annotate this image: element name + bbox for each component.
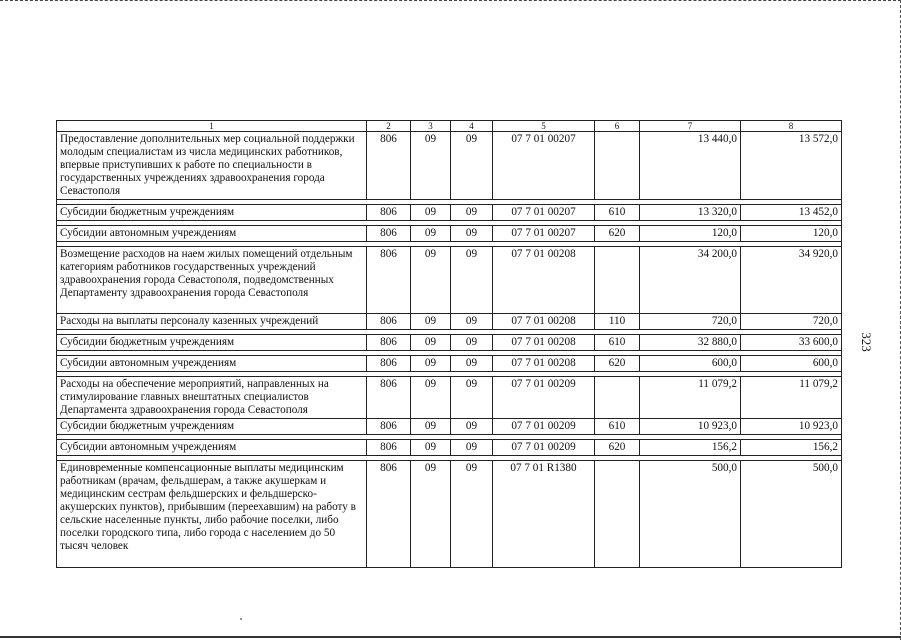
cell-subsection: 09 xyxy=(451,132,493,200)
row-name: Возмещение расходов на наем жилых помещений отдельным категориям работников государственных учреждений здравоохранения города Севастополя, подведомственных Департаменту здравоохранения города Севастополя xyxy=(57,247,367,314)
column-header: 4 xyxy=(451,121,493,132)
cell-expense-type: 610 xyxy=(595,419,640,435)
cell-section: 09 xyxy=(411,226,451,242)
cell-target-article: 07 7 01 R1380 xyxy=(493,461,595,568)
cell-subsection: 09 xyxy=(451,356,493,372)
cell-expense-type: 620 xyxy=(595,226,640,242)
cell-target-article: 07 7 01 00209 xyxy=(493,419,595,435)
cell-ministry: 806 xyxy=(367,440,411,456)
cell-ministry: 806 xyxy=(367,314,411,330)
cell-section: 09 xyxy=(411,440,451,456)
cell-amount-1: 11 079,2 xyxy=(640,377,741,419)
cell-subsection: 09 xyxy=(451,205,493,221)
cell-amount-1: 32 880,0 xyxy=(640,335,741,351)
table-row xyxy=(57,377,842,419)
cell-amount-2: 120,0 xyxy=(741,226,842,242)
row-name: Субсидии бюджетным учреждениям xyxy=(57,205,367,221)
cell-target-article: 07 7 01 00209 xyxy=(493,440,595,456)
cell-amount-1: 600,0 xyxy=(640,356,741,372)
row-name: Субсидии бюджетным учреждениям xyxy=(57,335,367,351)
cell-subsection: 09 xyxy=(451,226,493,242)
cell-target-article: 07 7 01 00208 xyxy=(493,247,595,314)
cell-amount-2: 13 452,0 xyxy=(741,205,842,221)
row-name: Субсидии автономным учреждениям xyxy=(57,356,367,372)
cell-amount-1: 500,0 xyxy=(640,461,741,568)
table-row xyxy=(57,461,842,568)
page-top-border xyxy=(0,0,901,1)
cell-expense-type: 620 xyxy=(595,356,640,372)
cell-amount-1: 13 320,0 xyxy=(640,205,741,221)
cell-amount-2: 33 600,0 xyxy=(741,335,842,351)
table-row xyxy=(57,356,842,372)
row-name: Субсидии автономным учреждениям xyxy=(57,226,367,242)
cell-amount-2: 500,0 xyxy=(741,461,842,568)
cell-amount-2: 600,0 xyxy=(741,356,842,372)
column-header: 7 xyxy=(640,121,741,132)
cell-section: 09 xyxy=(411,132,451,200)
cell-subsection: 09 xyxy=(451,440,493,456)
cell-target-article: 07 7 01 00209 xyxy=(493,377,595,419)
cell-ministry: 806 xyxy=(367,356,411,372)
cell-section: 09 xyxy=(411,205,451,221)
table-row xyxy=(57,205,842,221)
table-row xyxy=(57,335,842,351)
cell-amount-2: 156,2 xyxy=(741,440,842,456)
cell-subsection: 09 xyxy=(451,377,493,419)
cell-ministry: 806 xyxy=(367,247,411,314)
table-row xyxy=(57,226,842,242)
cell-amount-1: 120,0 xyxy=(640,226,741,242)
cell-subsection: 09 xyxy=(451,461,493,568)
cell-section: 09 xyxy=(411,314,451,330)
cell-expense-type: 620 xyxy=(595,440,640,456)
cell-section: 09 xyxy=(411,247,451,314)
cell-expense-type: 610 xyxy=(595,335,640,351)
cell-ministry: 806 xyxy=(367,377,411,419)
table-row xyxy=(57,314,842,330)
cell-ministry: 806 xyxy=(367,461,411,568)
row-name: Субсидии автономным учреждениям xyxy=(57,440,367,456)
row-name: Предоставление дополнительных мер социальной поддержки молодым специалистам из числа медицинских работников, впервые приступивших к работе по специальности в государственных учреждениях здравоохранения города Севастополя xyxy=(57,132,367,200)
cell-target-article: 07 7 01 00208 xyxy=(493,314,595,330)
scan-speck xyxy=(240,618,242,620)
cell-subsection: 09 xyxy=(451,335,493,351)
cell-amount-2: 13 572,0 xyxy=(741,132,842,200)
cell-expense-type xyxy=(595,247,640,314)
cell-amount-2: 34 920,0 xyxy=(741,247,842,314)
cell-amount-1: 34 200,0 xyxy=(640,247,741,314)
cell-ministry: 806 xyxy=(367,226,411,242)
row-name: Единовременные компенсационные выплаты медицинским работникам (врачам, фельдшерам, а также акушеркам и медицинским сестрам фельдшерских и фельдшерско-акушерских пунктов), прибывшим (переехавшим) на работу в сельские населенные пункты, либо рабочие поселки, либо поселки городского типа, либо города с населением до 50 тысяч человек xyxy=(57,461,367,568)
cell-subsection: 09 xyxy=(451,419,493,435)
cell-ministry: 806 xyxy=(367,419,411,435)
cell-expense-type xyxy=(595,377,640,419)
cell-subsection: 09 xyxy=(451,247,493,314)
cell-ministry: 806 xyxy=(367,205,411,221)
cell-subsection: 09 xyxy=(451,314,493,330)
cell-section: 09 xyxy=(411,356,451,372)
cell-section: 09 xyxy=(411,461,451,568)
cell-ministry: 806 xyxy=(367,335,411,351)
cell-section: 09 xyxy=(411,335,451,351)
table-row xyxy=(57,419,842,435)
cell-target-article: 07 7 01 00207 xyxy=(493,205,595,221)
cell-target-article: 07 7 01 00208 xyxy=(493,356,595,372)
cell-amount-1: 13 440,0 xyxy=(640,132,741,200)
table-header-row xyxy=(57,121,842,132)
cell-amount-1: 10 923,0 xyxy=(640,419,741,435)
cell-amount-1: 156,2 xyxy=(640,440,741,456)
page-number: 323 xyxy=(859,332,874,352)
cell-ministry: 806 xyxy=(367,132,411,200)
cell-target-article: 07 7 01 00207 xyxy=(493,132,595,200)
cell-expense-type: 110 xyxy=(595,314,640,330)
page-bottom-border xyxy=(0,636,901,638)
table-row xyxy=(57,247,842,314)
row-name: Расходы на выплаты персоналу казенных учреждений xyxy=(57,314,367,330)
budget-table xyxy=(56,120,842,568)
row-name: Субсидии бюджетным учреждениям xyxy=(57,419,367,435)
cell-target-article: 07 7 01 00207 xyxy=(493,226,595,242)
row-name: Расходы на обеспечение мероприятий, направленных на стимулирование главных внештатных специалистов Департамента здравоохранения города Севастополя xyxy=(57,377,367,419)
cell-target-article: 07 7 01 00208 xyxy=(493,335,595,351)
table-row xyxy=(57,132,842,200)
column-header: 1 xyxy=(57,121,367,132)
column-header: 3 xyxy=(411,121,451,132)
column-header: 8 xyxy=(741,121,842,132)
cell-amount-2: 720,0 xyxy=(741,314,842,330)
column-header: 5 xyxy=(493,121,595,132)
column-header: 2 xyxy=(367,121,411,132)
cell-expense-type: 610 xyxy=(595,205,640,221)
cell-section: 09 xyxy=(411,377,451,419)
cell-amount-1: 720,0 xyxy=(640,314,741,330)
cell-expense-type xyxy=(595,461,640,568)
cell-section: 09 xyxy=(411,419,451,435)
column-header: 6 xyxy=(595,121,640,132)
cell-expense-type xyxy=(595,132,640,200)
table-row xyxy=(57,440,842,456)
cell-amount-2: 11 079,2 xyxy=(741,377,842,419)
cell-amount-2: 10 923,0 xyxy=(741,419,842,435)
